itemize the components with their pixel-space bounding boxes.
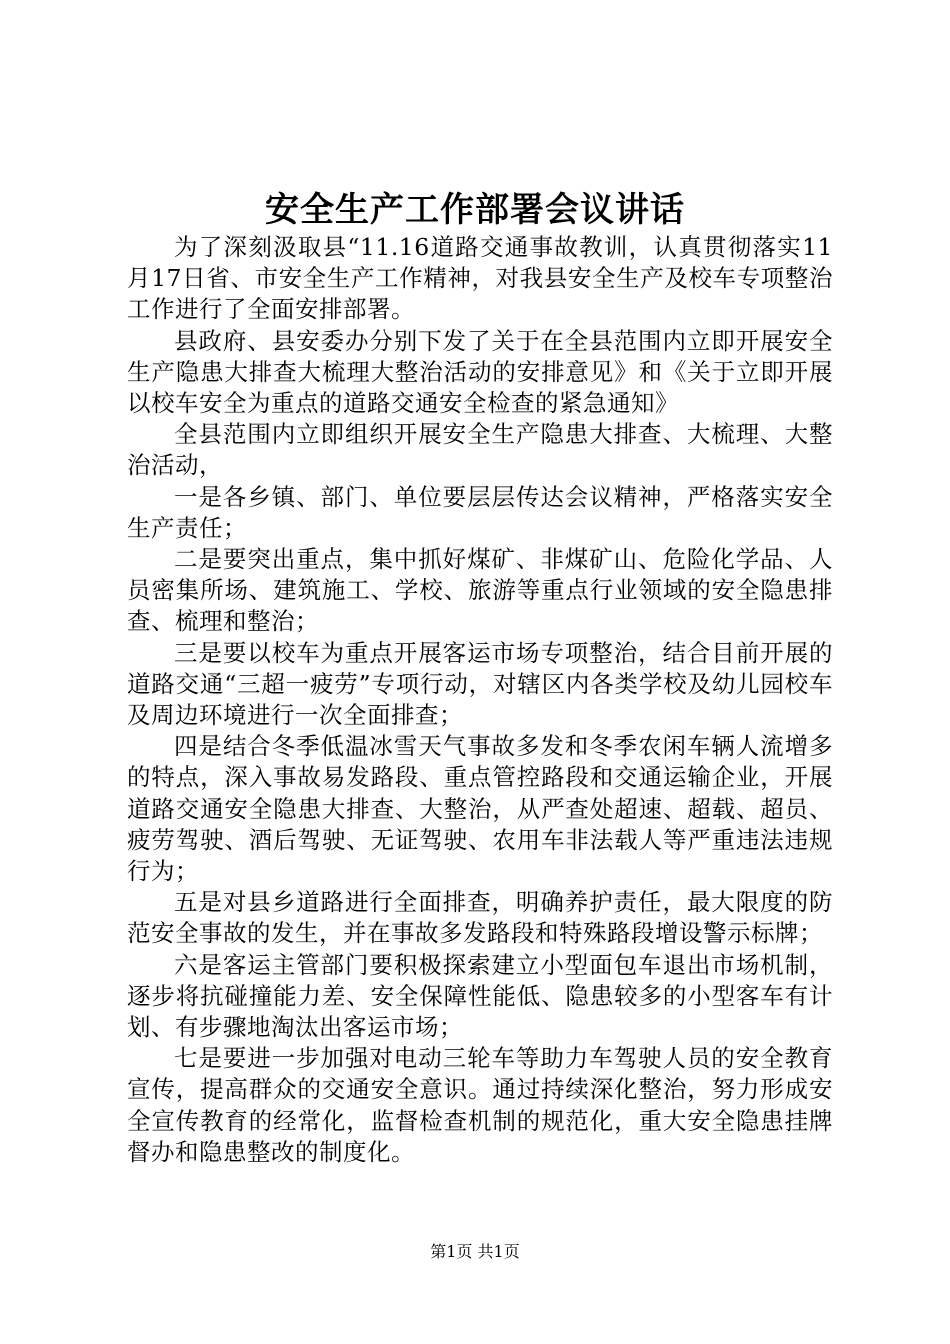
paragraph: 三是要以校车为重点开展客运市场专项整治，结合目前开展的道路交通“三超一疲劳”专项行动，对辖区内各类学校及幼儿园校车及周边环境进行一次全面排查； [127,638,833,730]
paragraph: 七是要进一步加强对电动三轮车等助力车驾驶人员的安全教育宣传，提高群众的交通安全意识。通过持续深化整治，努力形成安全宣传教育的经常化，监督检查机制的规范化，重大安全隐患挂牌督办和隐患整改的制度化。 [127,1044,833,1166]
paragraph: 全县范围内立即组织开展安全生产隐患大排查、大梳理、大整治活动， [127,420,833,480]
document-body [127,232,833,1168]
paragraph: 四是结合冬季低温冰雪天气事故多发和冬季农闲车辆人流增多的特点，深入事故易发路段、重点管控路段和交通运输企业，开展道路交通安全隐患大排查、大整治，从严查处超速、超载、超员、疲劳驾驶、酒后驾驶、无证驾驶、农用车非法载人等严重违法违规行为； [127,732,833,886]
document-title: 安全生产工作部署会议讲话 [265,190,685,230]
paragraph: 六是客运主管部门要积极探索建立小型面包车退出市场机制，逐步将抗碰撞能力差、安全保障性能低、隐患较多的小型客车有计划、有步骤地淘汰出客运市场； [127,950,833,1042]
page-number-footer: 第1页 共1页 [430,1242,520,1261]
paragraph: 一是各乡镇、部门、单位要层层传达会议精神，严格落实安全生产责任； [127,482,833,542]
paragraph: 为了深刻汲取县“11.16道路交通事故教训，认真贯彻落实11月17日省、市安全生产工作精神，对我县安全生产及校车专项整治工作进行了全面安排部署。 [127,233,833,324]
paragraph: 县政府、县安委办分别下发了关于在全县范围内立即开展安全生产隐患大排查大梳理大整治活动的安排意见》和《关于立即开展以校车安全为重点的道路交通安全检查的紧急通知》 [127,326,833,418]
paragraph: 五是对县乡道路进行全面排查，明确养护责任，最大限度的防范安全事故的发生，并在事故多发路段和特殊路段增设警示标牌； [127,888,833,948]
paragraph: 二是要突出重点，集中抓好煤矿、非煤矿山、危险化学品、人员密集所场、建筑施工、学校、旅游等重点行业领域的安全隐患排查、梳理和整治； [127,545,833,636]
